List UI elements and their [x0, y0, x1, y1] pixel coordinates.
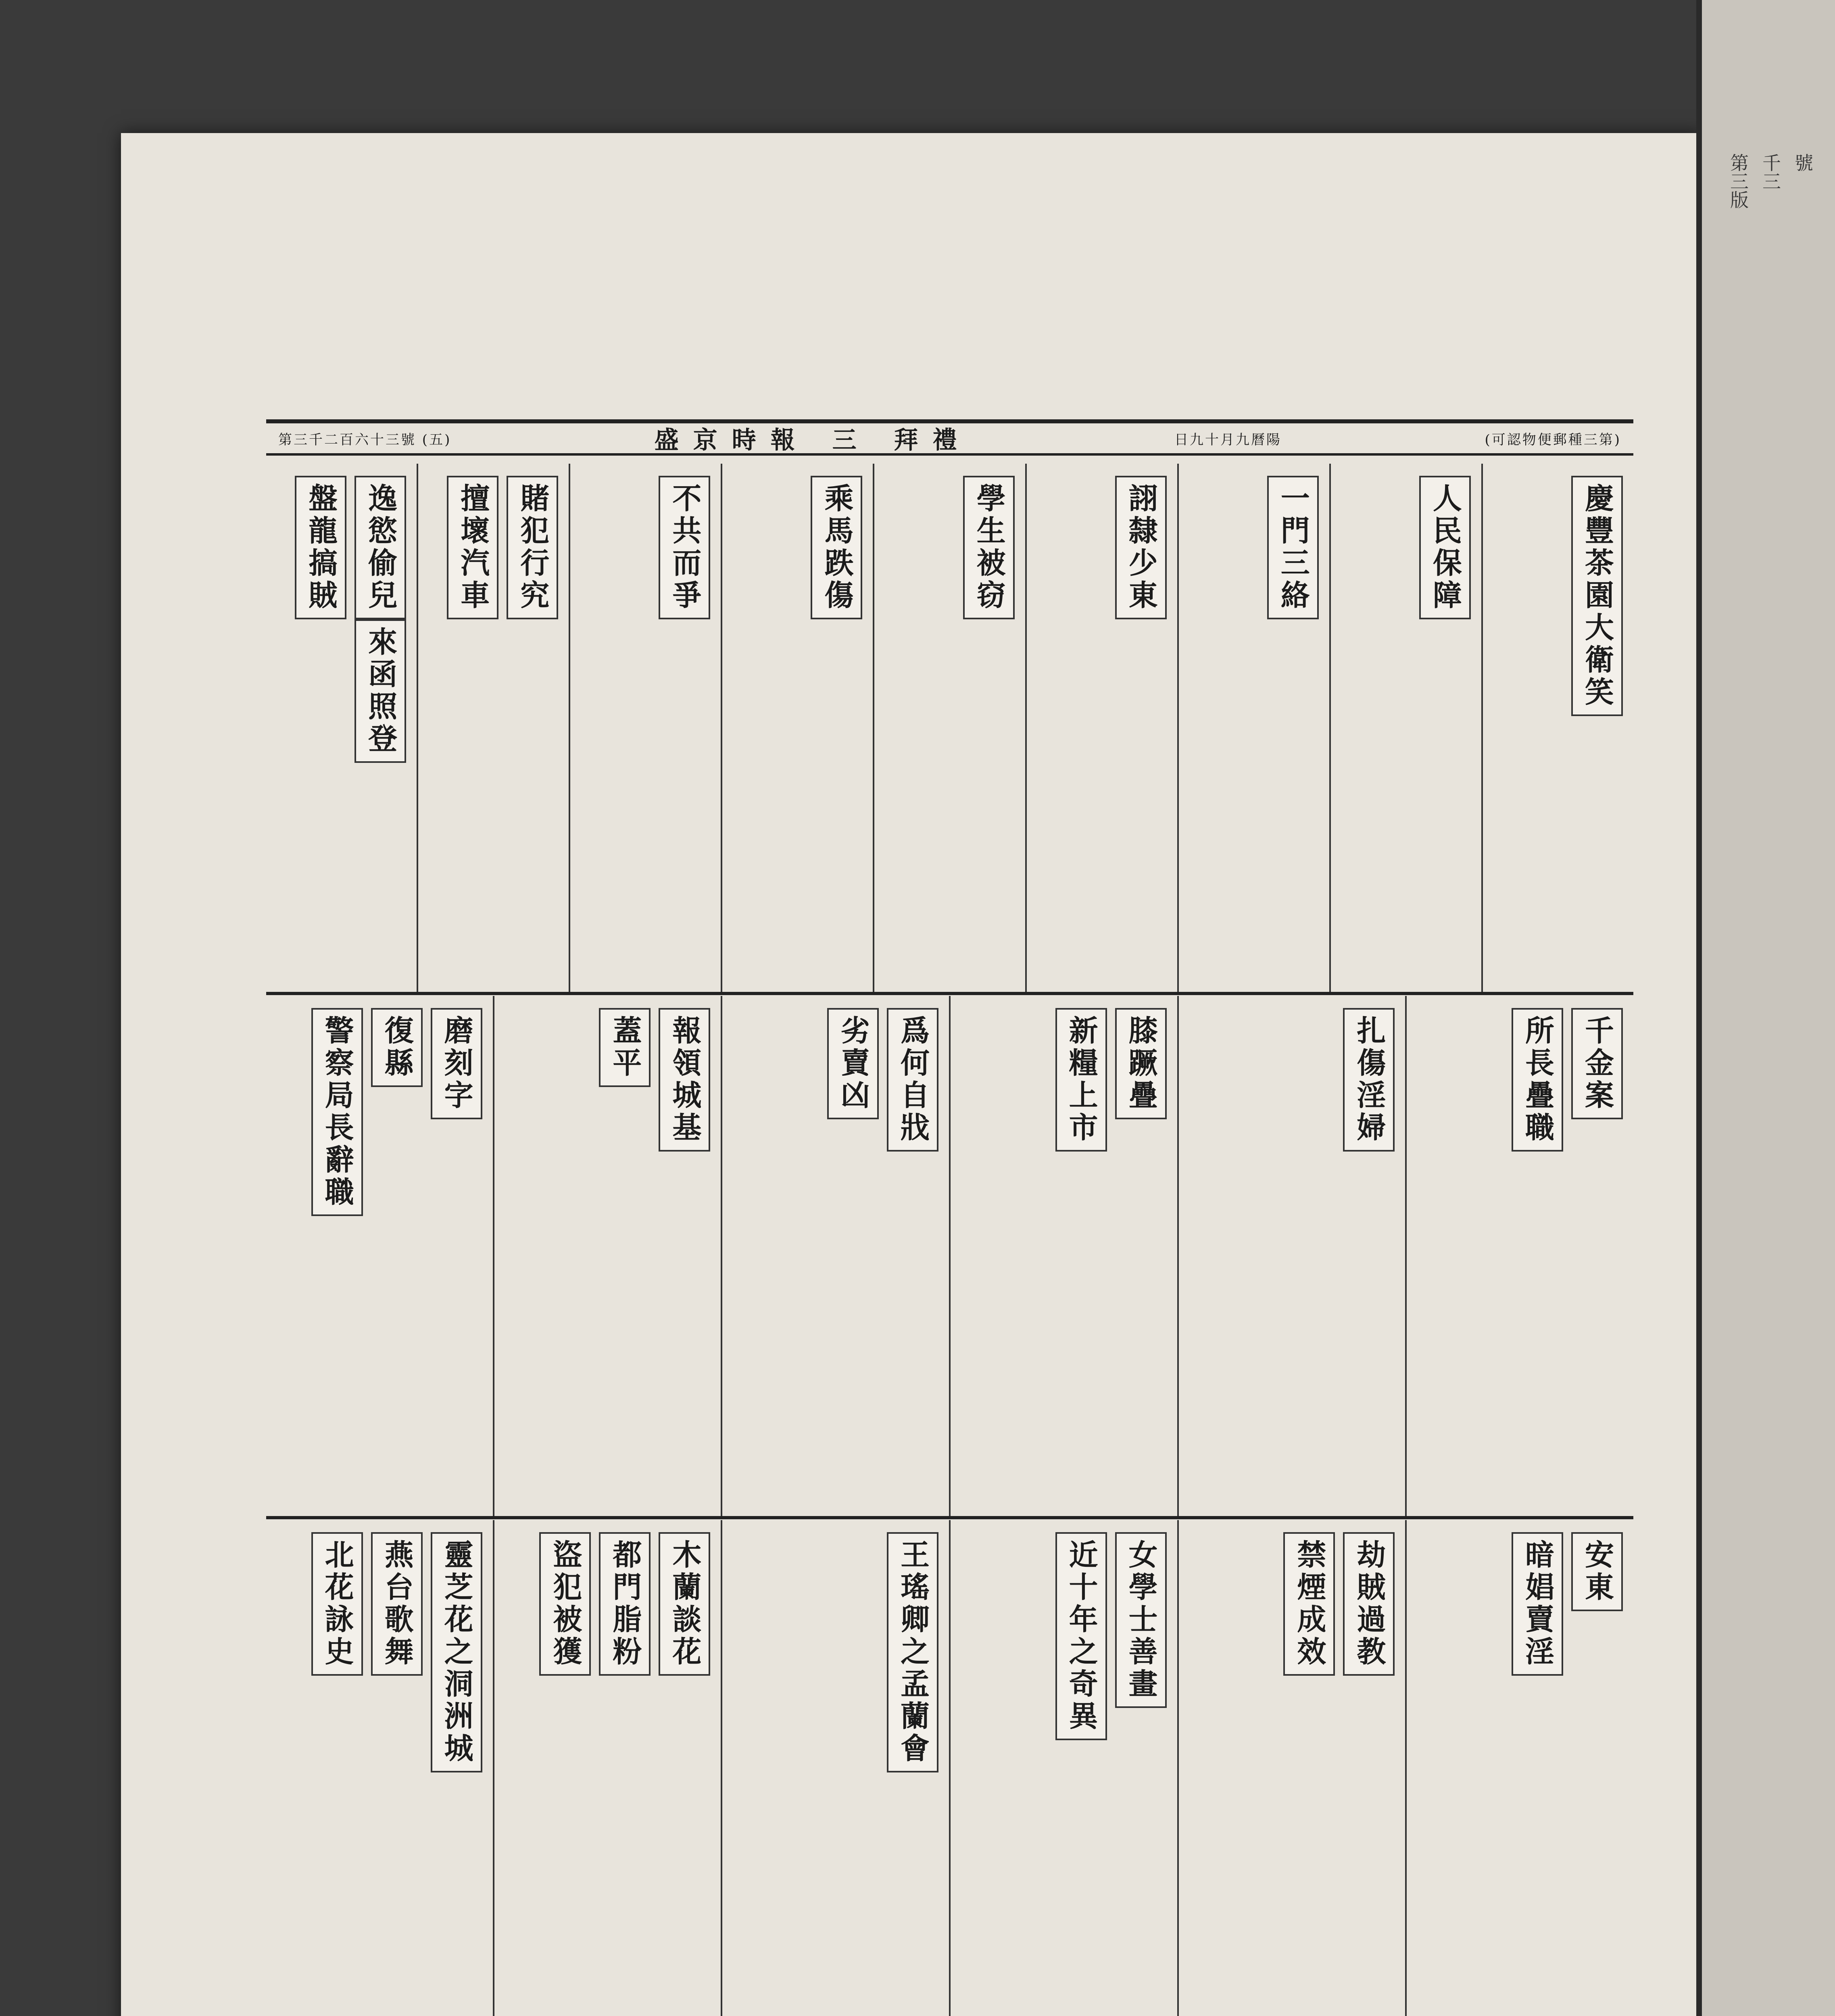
article-heading: 盤龍搞賊 [295, 476, 346, 619]
article-block [266, 1520, 493, 2016]
article-heading: 千金案 [1571, 1008, 1623, 1119]
article-heading: 磨刻字 [431, 1008, 482, 1119]
article-heading: 劣賣凶 [827, 1008, 879, 1119]
article-heading: 王瑤卿之孟蘭會 [887, 1532, 938, 1772]
article-heading: 賭犯行究 [507, 476, 558, 619]
article-heading: 乘馬跌傷 [811, 476, 862, 619]
article-heading: 詡隸少東 [1115, 476, 1167, 619]
article-heading: 禁煙成效 [1283, 1532, 1335, 1676]
adjacent-page-edge [1696, 0, 1835, 2016]
row-1 [266, 464, 1633, 995]
newspaper-page [121, 133, 1702, 2016]
article-heading: 來函照登 [354, 619, 406, 763]
article-block [721, 464, 873, 992]
date-line: 盛京時報 三 拜禮 [654, 426, 972, 454]
article-block [493, 996, 721, 1516]
article-block [949, 1520, 1177, 2016]
article-heading: 警察局長辭職 [311, 1008, 363, 1216]
article-heading: 近十年之奇異 [1055, 1532, 1107, 1740]
article-heading: 北花詠史 [311, 1532, 363, 1676]
article-heading: 擅壞汽車 [447, 476, 498, 619]
article-heading: 一門三絡 [1267, 476, 1319, 619]
article-block [266, 464, 417, 992]
article-block [1025, 464, 1177, 992]
article-block [1405, 1520, 1633, 2016]
edge-text: 千三 [1760, 153, 1781, 190]
article-heading: 人民保障 [1419, 476, 1471, 619]
article-heading: 靈芝花之洞洲城 [431, 1532, 482, 1772]
article-heading: 逸慾偷兒 [354, 476, 406, 619]
article-heading: 復縣 [371, 1008, 423, 1087]
article-block [949, 996, 1177, 1516]
article-heading: 所長疊職 [1512, 1008, 1563, 1152]
article-block [873, 464, 1025, 992]
article-heading: 爲何自戕 [887, 1008, 938, 1152]
calendar-date: 日九十月九曆陽 [1174, 431, 1282, 448]
article-heading: 都門脂粉 [599, 1532, 651, 1676]
article-heading: 女學士善畫 [1115, 1532, 1167, 1708]
article-heading: 盜犯被獲 [539, 1532, 591, 1676]
row-2 [266, 996, 1633, 1519]
row-3 [266, 1520, 1633, 2016]
article-heading: 學生被窃 [963, 476, 1015, 619]
article-block [1177, 464, 1329, 992]
article-block [1481, 464, 1633, 992]
article-heading: 不共而爭 [659, 476, 710, 619]
article-heading: 木蘭談花 [659, 1532, 710, 1676]
article-block [1177, 1520, 1405, 2016]
article-block [721, 1520, 949, 2016]
article-block [1177, 996, 1405, 1516]
article-block [1329, 464, 1481, 992]
issue-number: (五) 號三十六百二千三第 [278, 431, 452, 448]
article-block [417, 464, 569, 992]
article-heading: 暗娼賣淫 [1512, 1532, 1563, 1676]
edge-text: 號 [1792, 153, 1814, 172]
article-block [493, 1520, 721, 2016]
article-heading: 安東 [1571, 1532, 1623, 1611]
article-heading: 慶豐茶園大衛笑 [1571, 476, 1623, 716]
article-block [721, 996, 949, 1516]
article-block [569, 464, 721, 992]
article-heading: 新糧上市 [1055, 1008, 1107, 1152]
article-heading: 劫賊過教 [1343, 1532, 1395, 1676]
masthead [266, 419, 1633, 456]
article-block [1405, 996, 1633, 1516]
article-grid [266, 464, 1633, 2016]
article-heading: 膝蹶疊 [1115, 1008, 1167, 1119]
article-heading: 報領城基 [659, 1008, 710, 1152]
article-block [266, 996, 493, 1516]
edge-text: 第三版 [1727, 153, 1749, 209]
postal-note: (可認物便郵種三第) [1485, 431, 1621, 448]
article-heading: 扎傷淫婦 [1343, 1008, 1395, 1152]
article-heading: 燕台歌舞 [371, 1532, 423, 1676]
article-heading: 蓋平 [599, 1008, 651, 1087]
